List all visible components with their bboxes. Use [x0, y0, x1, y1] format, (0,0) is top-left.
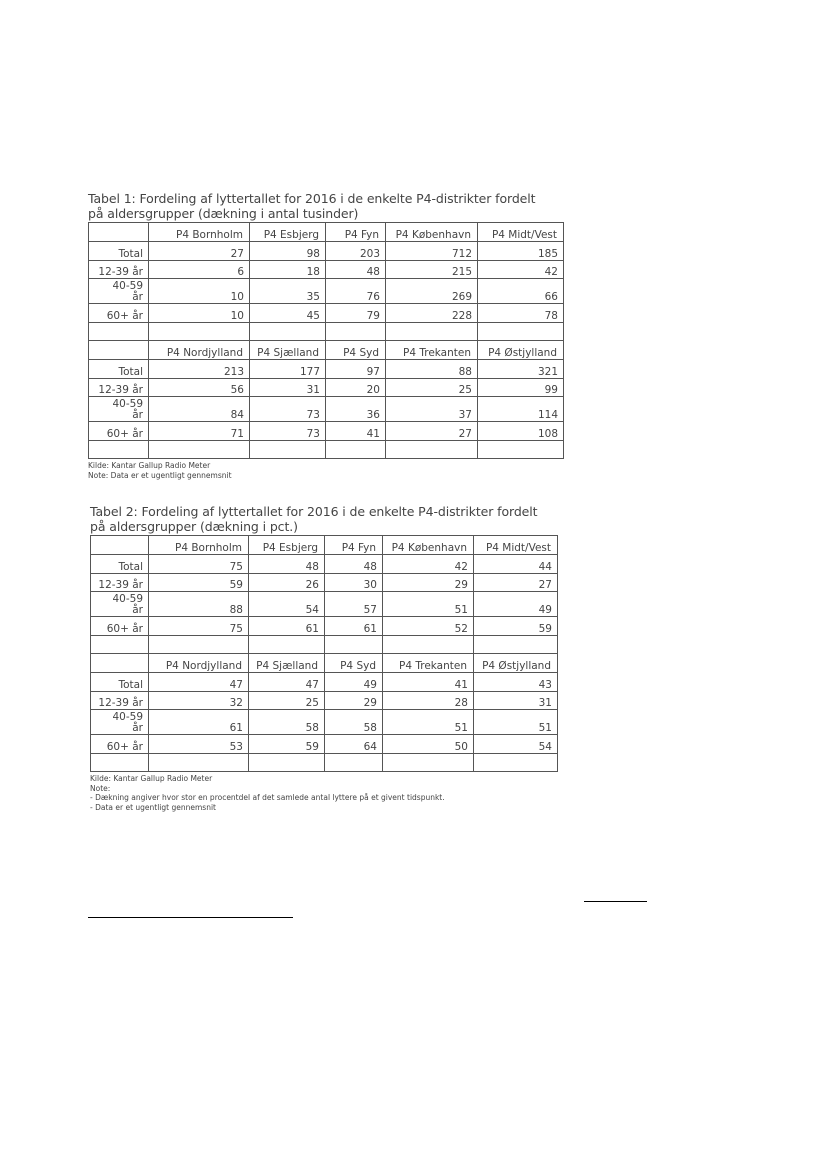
empty-cell	[478, 441, 564, 459]
column-header: P4 Sjælland	[250, 341, 326, 360]
empty-cell	[474, 636, 558, 654]
note-heading: Note:	[90, 783, 111, 793]
table-2-title-line-2: på aldersgrupper (dækning i pct.)	[90, 519, 298, 534]
header-blank-cell	[89, 341, 149, 360]
empty-cell	[250, 323, 326, 341]
table-cell: 114	[478, 397, 564, 422]
column-header: P4 Syd	[326, 341, 386, 360]
table-cell: 53	[149, 735, 249, 754]
row-label: 60+ år	[91, 617, 149, 636]
table-cell: 18	[250, 261, 326, 279]
table-cell: 48	[326, 261, 386, 279]
table-row	[89, 397, 564, 422]
table-cell: 58	[325, 710, 383, 735]
empty-cell	[474, 754, 558, 772]
column-header: P4 Trekanten	[383, 654, 474, 673]
empty-cell	[383, 754, 474, 772]
table-cell: 30	[325, 574, 383, 592]
table-cell: 321	[478, 360, 564, 379]
table-spacer-row	[89, 441, 564, 459]
empty-cell	[478, 323, 564, 341]
row-label-line-2: år	[132, 409, 143, 421]
table-cell: 51	[383, 710, 474, 735]
table-cell: 25	[386, 379, 478, 397]
table-cell: 52	[383, 617, 474, 636]
table-1-notes	[88, 461, 568, 480]
table-row	[89, 261, 564, 279]
empty-cell	[91, 754, 149, 772]
table-cell: 54	[249, 592, 325, 617]
header-blank-cell	[89, 223, 149, 242]
table-cell: 76	[326, 279, 386, 304]
empty-cell	[383, 636, 474, 654]
table-cell: 97	[326, 360, 386, 379]
row-label	[91, 592, 149, 617]
table-cell: 49	[474, 592, 558, 617]
empty-cell	[89, 441, 149, 459]
table-cell: 59	[249, 735, 325, 754]
table-cell: 47	[249, 673, 325, 692]
table-cell: 41	[383, 673, 474, 692]
table-1-title-line-2: på aldersgrupper (dækning i antal tusinder)	[88, 206, 359, 221]
column-header: P4 Fyn	[325, 536, 383, 555]
row-label-line-1: 40-59	[112, 593, 143, 605]
column-header: P4 Esbjerg	[250, 223, 326, 242]
table-cell: 203	[326, 242, 386, 261]
table-cell: 269	[386, 279, 478, 304]
row-label: Total	[89, 242, 149, 261]
table-cell: 75	[149, 617, 249, 636]
column-header: P4 Nordjylland	[149, 341, 250, 360]
table-header-row	[91, 654, 558, 673]
row-label-line-2: år	[132, 604, 143, 616]
table-cell: 27	[386, 422, 478, 441]
column-header: P4 København	[386, 223, 478, 242]
table-2-title-line-1: Tabel 2: Fordeling af lyttertallet for 2016 i de enkelte P4-distrikter fordelt	[90, 504, 538, 519]
empty-cell	[149, 441, 250, 459]
source-note: Kilde: Kantar Gallup Radio Meter	[90, 774, 213, 783]
table-cell: 32	[149, 692, 249, 710]
column-header: P4 Esbjerg	[249, 536, 325, 555]
table-header-row	[89, 341, 564, 360]
table-2-block	[90, 505, 560, 812]
table-row	[91, 692, 558, 710]
empty-cell	[325, 636, 383, 654]
table-cell: 213	[149, 360, 250, 379]
row-label	[91, 710, 149, 735]
table-row	[89, 242, 564, 261]
table-cell: 27	[474, 574, 558, 592]
column-header: P4 Nordjylland	[149, 654, 249, 673]
table-cell: 78	[478, 304, 564, 323]
header-blank-cell	[91, 654, 149, 673]
table-spacer-row	[91, 754, 558, 772]
table-cell: 88	[149, 592, 249, 617]
table-cell: 56	[149, 379, 250, 397]
table-cell: 84	[149, 397, 250, 422]
table-cell: 59	[474, 617, 558, 636]
empty-cell	[386, 323, 478, 341]
table-row	[91, 617, 558, 636]
empty-cell	[149, 754, 249, 772]
table-cell: 73	[250, 422, 326, 441]
table-cell: 99	[478, 379, 564, 397]
row-label: Total	[91, 673, 149, 692]
table-cell: 108	[478, 422, 564, 441]
empty-cell	[326, 323, 386, 341]
column-header: P4 København	[383, 536, 474, 555]
header-blank-cell	[91, 536, 149, 555]
table-cell: 36	[326, 397, 386, 422]
table-cell: 48	[249, 555, 325, 574]
column-header: P4 Trekanten	[386, 341, 478, 360]
table-cell: 59	[149, 574, 249, 592]
column-header: P4 Bornholm	[149, 536, 249, 555]
table-1-title-line-1: Tabel 1: Fordeling af lyttertallet for 2016 i de enkelte P4-distrikter fordelt	[88, 191, 536, 206]
table-cell: 215	[386, 261, 478, 279]
table-cell: 29	[325, 692, 383, 710]
data-note: Note: Data er et ugentligt gennemsnit	[88, 470, 232, 480]
table-cell: 61	[325, 617, 383, 636]
table-cell: 47	[149, 673, 249, 692]
table-cell: 54	[474, 735, 558, 754]
empty-cell	[250, 441, 326, 459]
table-cell: 42	[383, 555, 474, 574]
table-row	[91, 592, 558, 617]
table-cell: 49	[325, 673, 383, 692]
row-label: 60+ år	[89, 422, 149, 441]
column-header: P4 Sjælland	[249, 654, 325, 673]
table-cell: 44	[474, 555, 558, 574]
column-header: P4 Midt/Vest	[478, 223, 564, 242]
empty-cell	[149, 323, 250, 341]
table-cell: 51	[383, 592, 474, 617]
table-spacer-row	[91, 636, 558, 654]
table-row	[91, 735, 558, 754]
table-cell: 31	[250, 379, 326, 397]
row-label-line-2: år	[132, 291, 143, 303]
table-cell: 712	[386, 242, 478, 261]
row-label: 60+ år	[91, 735, 149, 754]
row-label: 60+ år	[89, 304, 149, 323]
table-cell: 71	[149, 422, 250, 441]
row-label	[89, 397, 149, 422]
table-cell: 10	[149, 304, 250, 323]
empty-cell	[89, 323, 149, 341]
row-label: 12-39 år	[89, 379, 149, 397]
table-cell: 48	[325, 555, 383, 574]
source-note: Kilde: Kantar Gallup Radio Meter	[88, 461, 211, 470]
table-cell: 58	[249, 710, 325, 735]
table-cell: 28	[383, 692, 474, 710]
table-row	[91, 673, 558, 692]
row-label-line-1: 40-59	[112, 280, 143, 292]
footnote-separator-rule	[88, 917, 293, 918]
table-cell: 57	[325, 592, 383, 617]
row-label-line-1: 40-59	[112, 711, 143, 723]
table-cell: 27	[149, 242, 250, 261]
table-row	[91, 710, 558, 735]
row-label-line-2: år	[132, 722, 143, 734]
table-cell: 66	[478, 279, 564, 304]
table-cell: 10	[149, 279, 250, 304]
row-label: 12-39 år	[91, 692, 149, 710]
table-cell: 61	[249, 617, 325, 636]
table-row	[89, 379, 564, 397]
table-cell: 177	[250, 360, 326, 379]
table-header-row	[91, 536, 558, 555]
column-header: P4 Midt/Vest	[474, 536, 558, 555]
table-2	[90, 535, 558, 772]
empty-cell	[326, 441, 386, 459]
table-header-row	[89, 223, 564, 242]
footnote-rule-short	[584, 901, 647, 902]
table-cell: 29	[383, 574, 474, 592]
table-cell: 61	[149, 710, 249, 735]
row-label: 12-39 år	[89, 261, 149, 279]
table-spacer-row	[89, 323, 564, 341]
table-1	[88, 222, 564, 459]
row-label	[89, 279, 149, 304]
table-row	[89, 360, 564, 379]
table-row	[91, 574, 558, 592]
table-row	[89, 304, 564, 323]
table-cell: 185	[478, 242, 564, 261]
table-cell: 35	[250, 279, 326, 304]
empty-cell	[249, 636, 325, 654]
column-header: P4 Syd	[325, 654, 383, 673]
table-cell: 43	[474, 673, 558, 692]
column-header: P4 Fyn	[326, 223, 386, 242]
table-cell: 25	[249, 692, 325, 710]
column-header: P4 Østjylland	[474, 654, 558, 673]
table-cell: 75	[149, 555, 249, 574]
data-note: - Data er et ugentligt gennemsnit	[90, 802, 216, 812]
table-cell: 6	[149, 261, 250, 279]
table-1-block	[88, 192, 568, 480]
table-cell: 51	[474, 710, 558, 735]
table-row	[89, 279, 564, 304]
table-cell: 228	[386, 304, 478, 323]
table-cell: 26	[249, 574, 325, 592]
table-cell: 64	[325, 735, 383, 754]
table-cell: 98	[250, 242, 326, 261]
table-cell: 73	[250, 397, 326, 422]
table-row	[89, 422, 564, 441]
table-cell: 31	[474, 692, 558, 710]
empty-cell	[386, 441, 478, 459]
table-cell: 20	[326, 379, 386, 397]
table-2-notes	[90, 774, 560, 812]
table-cell: 79	[326, 304, 386, 323]
table-cell: 37	[386, 397, 478, 422]
table-cell: 42	[478, 261, 564, 279]
empty-cell	[91, 636, 149, 654]
column-header: P4 Bornholm	[149, 223, 250, 242]
table-cell: 88	[386, 360, 478, 379]
row-label: 12-39 år	[91, 574, 149, 592]
empty-cell	[149, 636, 249, 654]
table-cell: 45	[250, 304, 326, 323]
row-label-line-1: 40-59	[112, 398, 143, 410]
table-row	[91, 555, 558, 574]
empty-cell	[325, 754, 383, 772]
row-label: Total	[89, 360, 149, 379]
column-header: P4 Østjylland	[478, 341, 564, 360]
table-cell: 50	[383, 735, 474, 754]
table-cell: 41	[326, 422, 386, 441]
row-label: Total	[91, 555, 149, 574]
empty-cell	[249, 754, 325, 772]
coverage-note: - Dækning angiver hvor stor en procentdel af det samlede antal lyttere på et givent tidspunkt.	[90, 793, 445, 802]
